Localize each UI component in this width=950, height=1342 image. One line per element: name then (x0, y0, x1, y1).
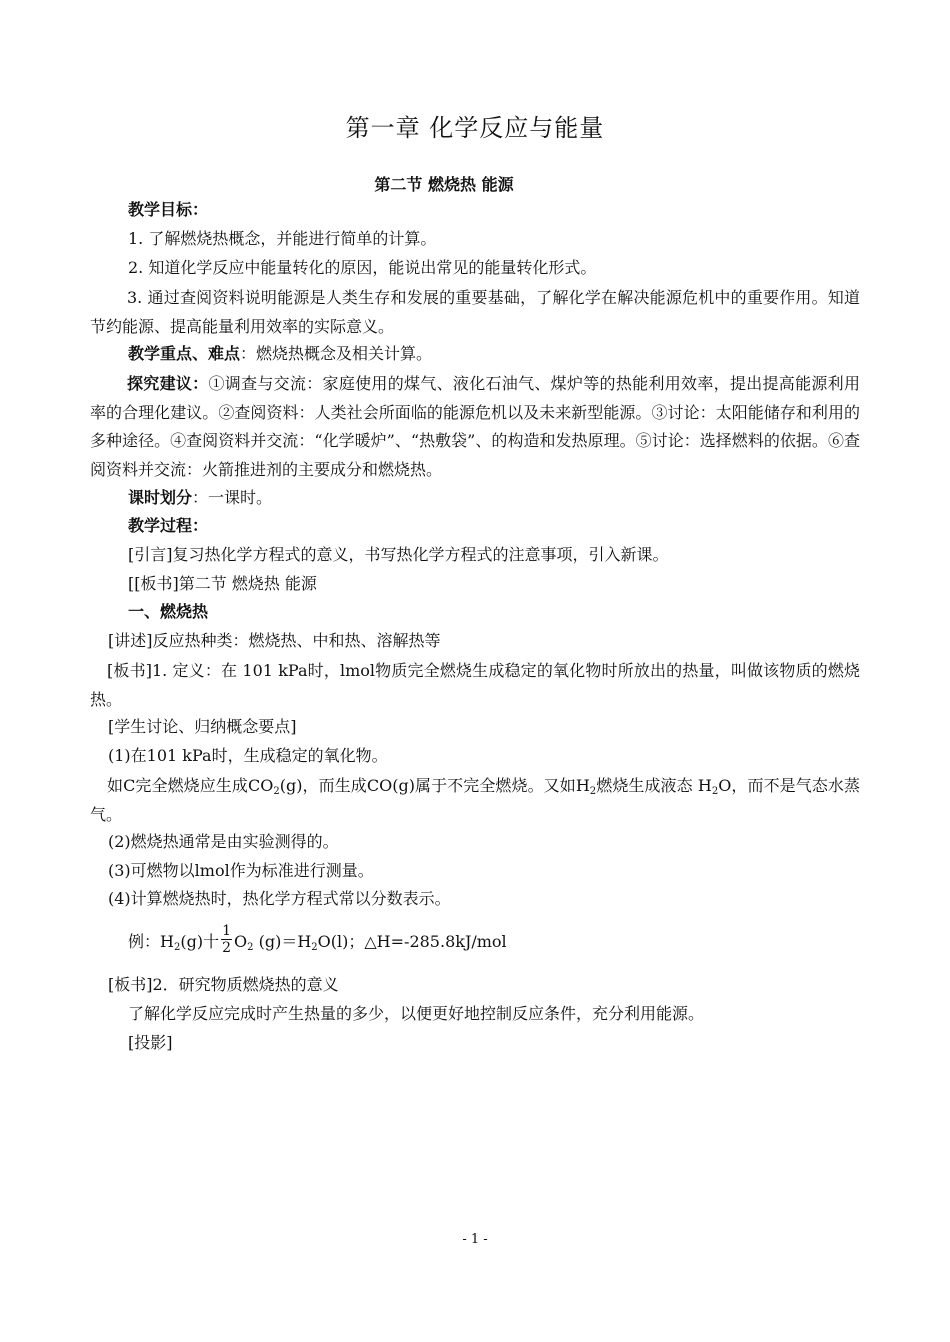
key-points-line (128, 342, 432, 366)
section-title: 第二节 燃烧热 能源 (374, 175, 514, 194)
goals-label: 教学目标： (128, 200, 209, 219)
subscript-2: 2 (711, 786, 719, 797)
board-2-line: [板书]2．研究物质燃烧热的意义 (108, 975, 339, 994)
example-text-c: 燃烧生成液态 H (596, 776, 712, 795)
period-line (128, 486, 272, 510)
fraction-numerator: 1 (222, 923, 231, 939)
point-3-line: (3)可燃物以lmol作为标准进行测量。 (108, 861, 374, 880)
process-label: 教学过程： (128, 516, 209, 535)
equation-prefix: 例：H (128, 932, 174, 951)
intro-line: [引言]复习热化学方程式的意义，书写热化学方程式的注意事项，引入新课。 (128, 545, 669, 564)
heading-combustion-heat: 一、燃烧热 (128, 602, 209, 621)
lecture-line: [讲述]反应热种类：燃烧热、中和热、溶解热等 (108, 631, 441, 650)
page-number: - 1 - (462, 1232, 488, 1247)
subscript-2: 2 (311, 942, 318, 953)
meaning-line: 了解化学反应完成时产生热量的多少，以便更好地控制反应条件，充分利用能源。 (128, 1004, 705, 1023)
equation-part-4: O(l)；△H=-285.8kJ/mol (317, 932, 507, 951)
subscript-2: 2 (247, 942, 254, 953)
period-label: 课时划分 (128, 488, 193, 507)
key-points-label: 教学重点、难点 (128, 344, 241, 363)
fraction-one-half (221, 923, 232, 956)
projection-line: [投影] (128, 1033, 173, 1052)
goal-item-1: 1. 了解燃烧热概念，并能进行简单的计算。 (128, 229, 437, 248)
inquiry-label: 探究建议： (127, 374, 209, 393)
example-text-b: (g)，而生成CO(g)属于不完全燃烧。又如H (279, 776, 590, 795)
board-title-line: [[板书]第二节 燃烧热 能源 (128, 574, 317, 593)
subscript-2: 2 (589, 786, 597, 797)
goal-item-2: 2. 知道化学反应中能量转化的原因，能说出常见的能量转化形式。 (128, 258, 597, 277)
goal-item-3: 3. 通过查阅资料说明能源是人类生存和发展的重要基础，了解化学在解决能源危机中的重要作用。知道节约能源、提高能量利用效率的实际意义。 (90, 288, 860, 336)
fraction-denominator: 2 (222, 940, 231, 956)
period-text: ：一课时。 (192, 488, 273, 507)
equation-part-2: O (234, 932, 248, 951)
chapter-title: 第一章 化学反应与能量 (345, 114, 605, 142)
point-1-line: (1)在101 kPa时，生成稳定的氧化物。 (108, 746, 388, 765)
example-paragraph (90, 772, 860, 829)
equation-part-3: (g)＝H (253, 932, 312, 951)
point-2-line: (2)燃烧热通常是由实验测得的。 (108, 832, 339, 851)
definition-paragraph: [板书]1. 定义：在 101 kPa时，lmol物质完全燃烧生成稳定的氧化物时所放出的热量，叫做该物质的燃烧热。 (90, 661, 860, 709)
subscript-2: 2 (173, 942, 181, 953)
equation-part-1: (g)十 (180, 932, 220, 951)
inquiry-text: ①调查与交流：家庭使用的煤气、液化石油气、煤炉等的热能利用效率，提出提高能源利用率的合理化建议。②查阅资料：人类社会所面临的能源危机以及未来新型能源。③讨论：太阳能储存和利用的多种途径。④查阅资料并交流：“化学暖炉”、“热敷袋”、的构造和发热原理。⑤讨论：选择燃料的依据。⑥查阅资料并交流：火箭推进剂的主要成分和燃烧热。 (90, 374, 860, 479)
equation-line (128, 923, 507, 959)
example-text-d: O，而不是气态水蒸气。 (90, 776, 860, 824)
example-text-a: 如C完全燃烧应生成CO (107, 776, 274, 795)
inquiry-paragraph (90, 370, 860, 484)
point-4-line: (4)计算燃烧热时，热化学方程式常以分数表示。 (108, 889, 451, 908)
subscript-2: 2 (273, 786, 280, 797)
discussion-line: [学生讨论、归纳概念要点] (108, 717, 297, 736)
key-points-text: ：燃烧热概念及相关计算。 (240, 344, 433, 363)
